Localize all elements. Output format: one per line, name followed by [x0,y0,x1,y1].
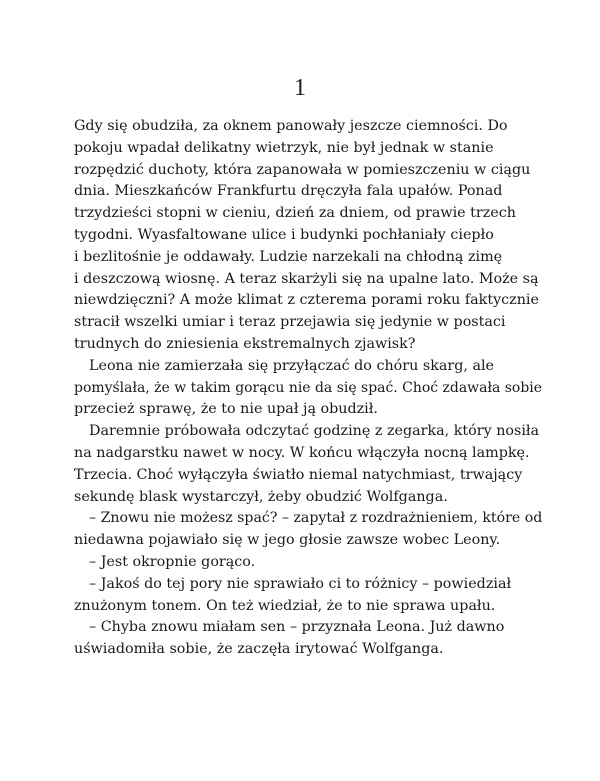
body-text [74,116,542,661]
chapter-number: 1 [294,75,306,101]
text-line: uświadomiła sobie, że zaczęła irytować Wolfganga. [74,641,444,658]
paragraph-first-line: – Jest okropnie gorąco. [89,553,256,570]
text-line: przecież sprawę, że to nie upał ją obudził. [74,401,378,418]
text-line: stracił wszelki umiar i teraz przejawia się jedynie w postaci [74,314,506,331]
text-line: rozpędzić duchoty, która zapanowała w pomieszczeniu w ciągu [74,161,531,178]
text-line: trudnych do zniesienia ekstremalnych zjawisk? [74,335,416,352]
paragraph-first-line: – Znowu nie możesz spać? – zapytał z rozdrażnieniem, które od [89,510,543,527]
paragraph-first-line: Leona nie zamierzała się przyłączać do chóru skarg, ale [89,357,495,374]
text-line: niedawna pojawiało się w jego głosie zawsze wobec Leony. [74,532,501,549]
text-line: i deszczową wiosnę. A teraz skarżyli się na upalne lato. Może są [74,270,539,287]
text-line: pomyślała, że w takim gorącu nie da się spać. Choć zdawała sobie [74,379,542,396]
text-line: Trzecia. Choć wyłączyła światło niemal natychmiast, trwający [74,466,523,483]
text-line: znużonym tonem. On też wiedział, że to nie sprawa upału. [74,597,496,614]
text-line: tygodni. Wyasfaltowane ulice i budynki pochłaniały ciepło [74,226,494,243]
text-line: pokoju wpadał delikatny wietrzyk, nie był jednak w stanie [74,139,494,156]
text-line: na nadgarstku nawet w nocy. W końcu włączyła nocną lampkę. [74,444,530,461]
text-line: niewdzięczni? A może klimat z czterema porami roku faktycznie [74,292,539,309]
text-line: dnia. Mieszkańców Frankfurtu dręczyła fala upałów. Ponad [74,183,503,200]
paragraph-first-line: – Jakoś do tej pory nie sprawiało ci to różnicy – powiedział [89,575,512,592]
text-line: trzydzieści stopni w cieniu, dzień za dniem, od prawie trzech [74,205,516,222]
text-line: Gdy się obudziła, za oknem panowały jeszcze ciemności. Do [74,118,508,134]
paragraph-first-line: Daremnie próbowała odczytać godzinę z zegarka, który nosiła [89,423,540,440]
paragraph-first-line: – Chyba znowu miałam sen – przyznała Leona. Już dawno [89,619,505,636]
text-line: i bezlitośnie je oddawały. Ludzie narzekali na chłodną zimę [74,248,503,265]
text-line: sekundę blask wystarczył, żeby obudzić Wolfganga. [74,488,448,505]
